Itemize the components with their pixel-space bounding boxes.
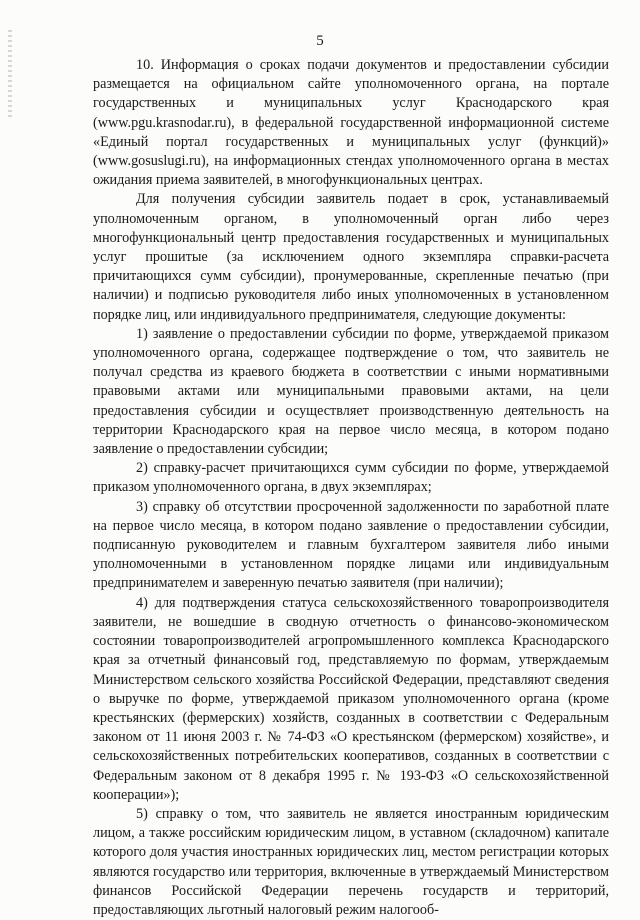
list-item-1-application: 1) заявление о предоставлении субсидии по форме, утверждаемой приказом уполномоченного органа, содержащее подтверждение о том, что заявитель не получал средства из краевого бюджета в соответствии с иными нормативными правовыми актами или муниципальными правовыми актами, на цели предоставления субсидии и осуществляет производственную деятельность на территории Краснодарского края на первое число месяца, в котором подано заявление о предоставлении субсидии; [93,325,609,458]
page-number: 5 [316,33,324,49]
document-body [93,56,609,920]
paragraph-submission-procedure: Для получения субсидии заявитель подает в срок, устанавливаемый уполномоченным органом, в уполномоченный орган либо через многофункциональный центр предоставления государственных и муниципальных услуг прошитые (за исключением одного экземпляра справки-расчета причитающихся сумм субсидии), пронумерованные, скрепленные печатью (при наличии) и подписью руководителя либо иных уполномоченных в установленном порядке лиц, или индивидуального предпринимателя, следующие документы: [93,191,609,323]
list-item-2-calculation: 2) справку-расчет причитающихся сумм субсидии по форме, утверждаемой приказом уполномоченного органа, в двух экземплярах; [93,460,609,496]
list-item-3-wage-arrears: 3) справку об отсутствии просроченной задолженности по заработной плате на первое число месяца, в котором подано заявление о предоставлении субсидии, подписанную руководителем и главным бухгалтером заявителя либо иными уполномоченными в установленном порядке лицами или индивидуальным предпринимателем и заверенную печатью заявителя (при наличии); [93,498,609,592]
list-item-5-foreign-entity: 5) справку о том, что заявитель не является иностранным юридическим лицом, а также российским юридическим лицом, в уставном (складочном) капитале которого доля участия иностранных юридических лиц, местом регистрации которых являются государство или территория, включенные в утверждаемый Министерством финансов Российской Федерации перечень государств и территорий, предоставляющих льготный налоговый режим налогооб- [93,805,609,918]
paragraph-10-info-placement: 10. Информация о сроках подачи документов и предоставлении субсидии размещается на официальном сайте уполномоченного органа, на портале государственных и муниципальных услуг Краснодарского края (www.pgu.krasnodar.ru), в федеральной государственной информационной системе «Единый портал государственных и муниципальных услуг (функций)» (www.gosuslugi.ru), на информационных стендах уполномоченного органа в местах ожидания приема заявителей, в многофункциональных центрах. [93,57,609,189]
list-item-4-producer-status: 4) для подтверждения статуса сельскохозяйственного товаропроизводителя заявители, не вошедшие в сводную отчетность о финансово-экономическом состоянии товаропроизводителей агропромышленного комплекса Краснодарского края за отчетный финансовый год, представляемую по формам, утверждаемым Министерством сельского хозяйства Российской Федерации, представляют сведения о выручке по форме, утверждаемой приказом уполномоченного органа (кроме крестьянских (фермерских) хозяйств, созданных в соответствии с Федеральным законом от 11 июня 2003 г. № 74-ФЗ «О крестьянском (фермерском) хозяйстве», и сельскохозяйственных потребительских кооперативов, созданных в соответствии с Федеральным законом от 8 декабря 1995 г. № 193-ФЗ «О сельскохозяйственной кооперации»); [93,594,609,803]
